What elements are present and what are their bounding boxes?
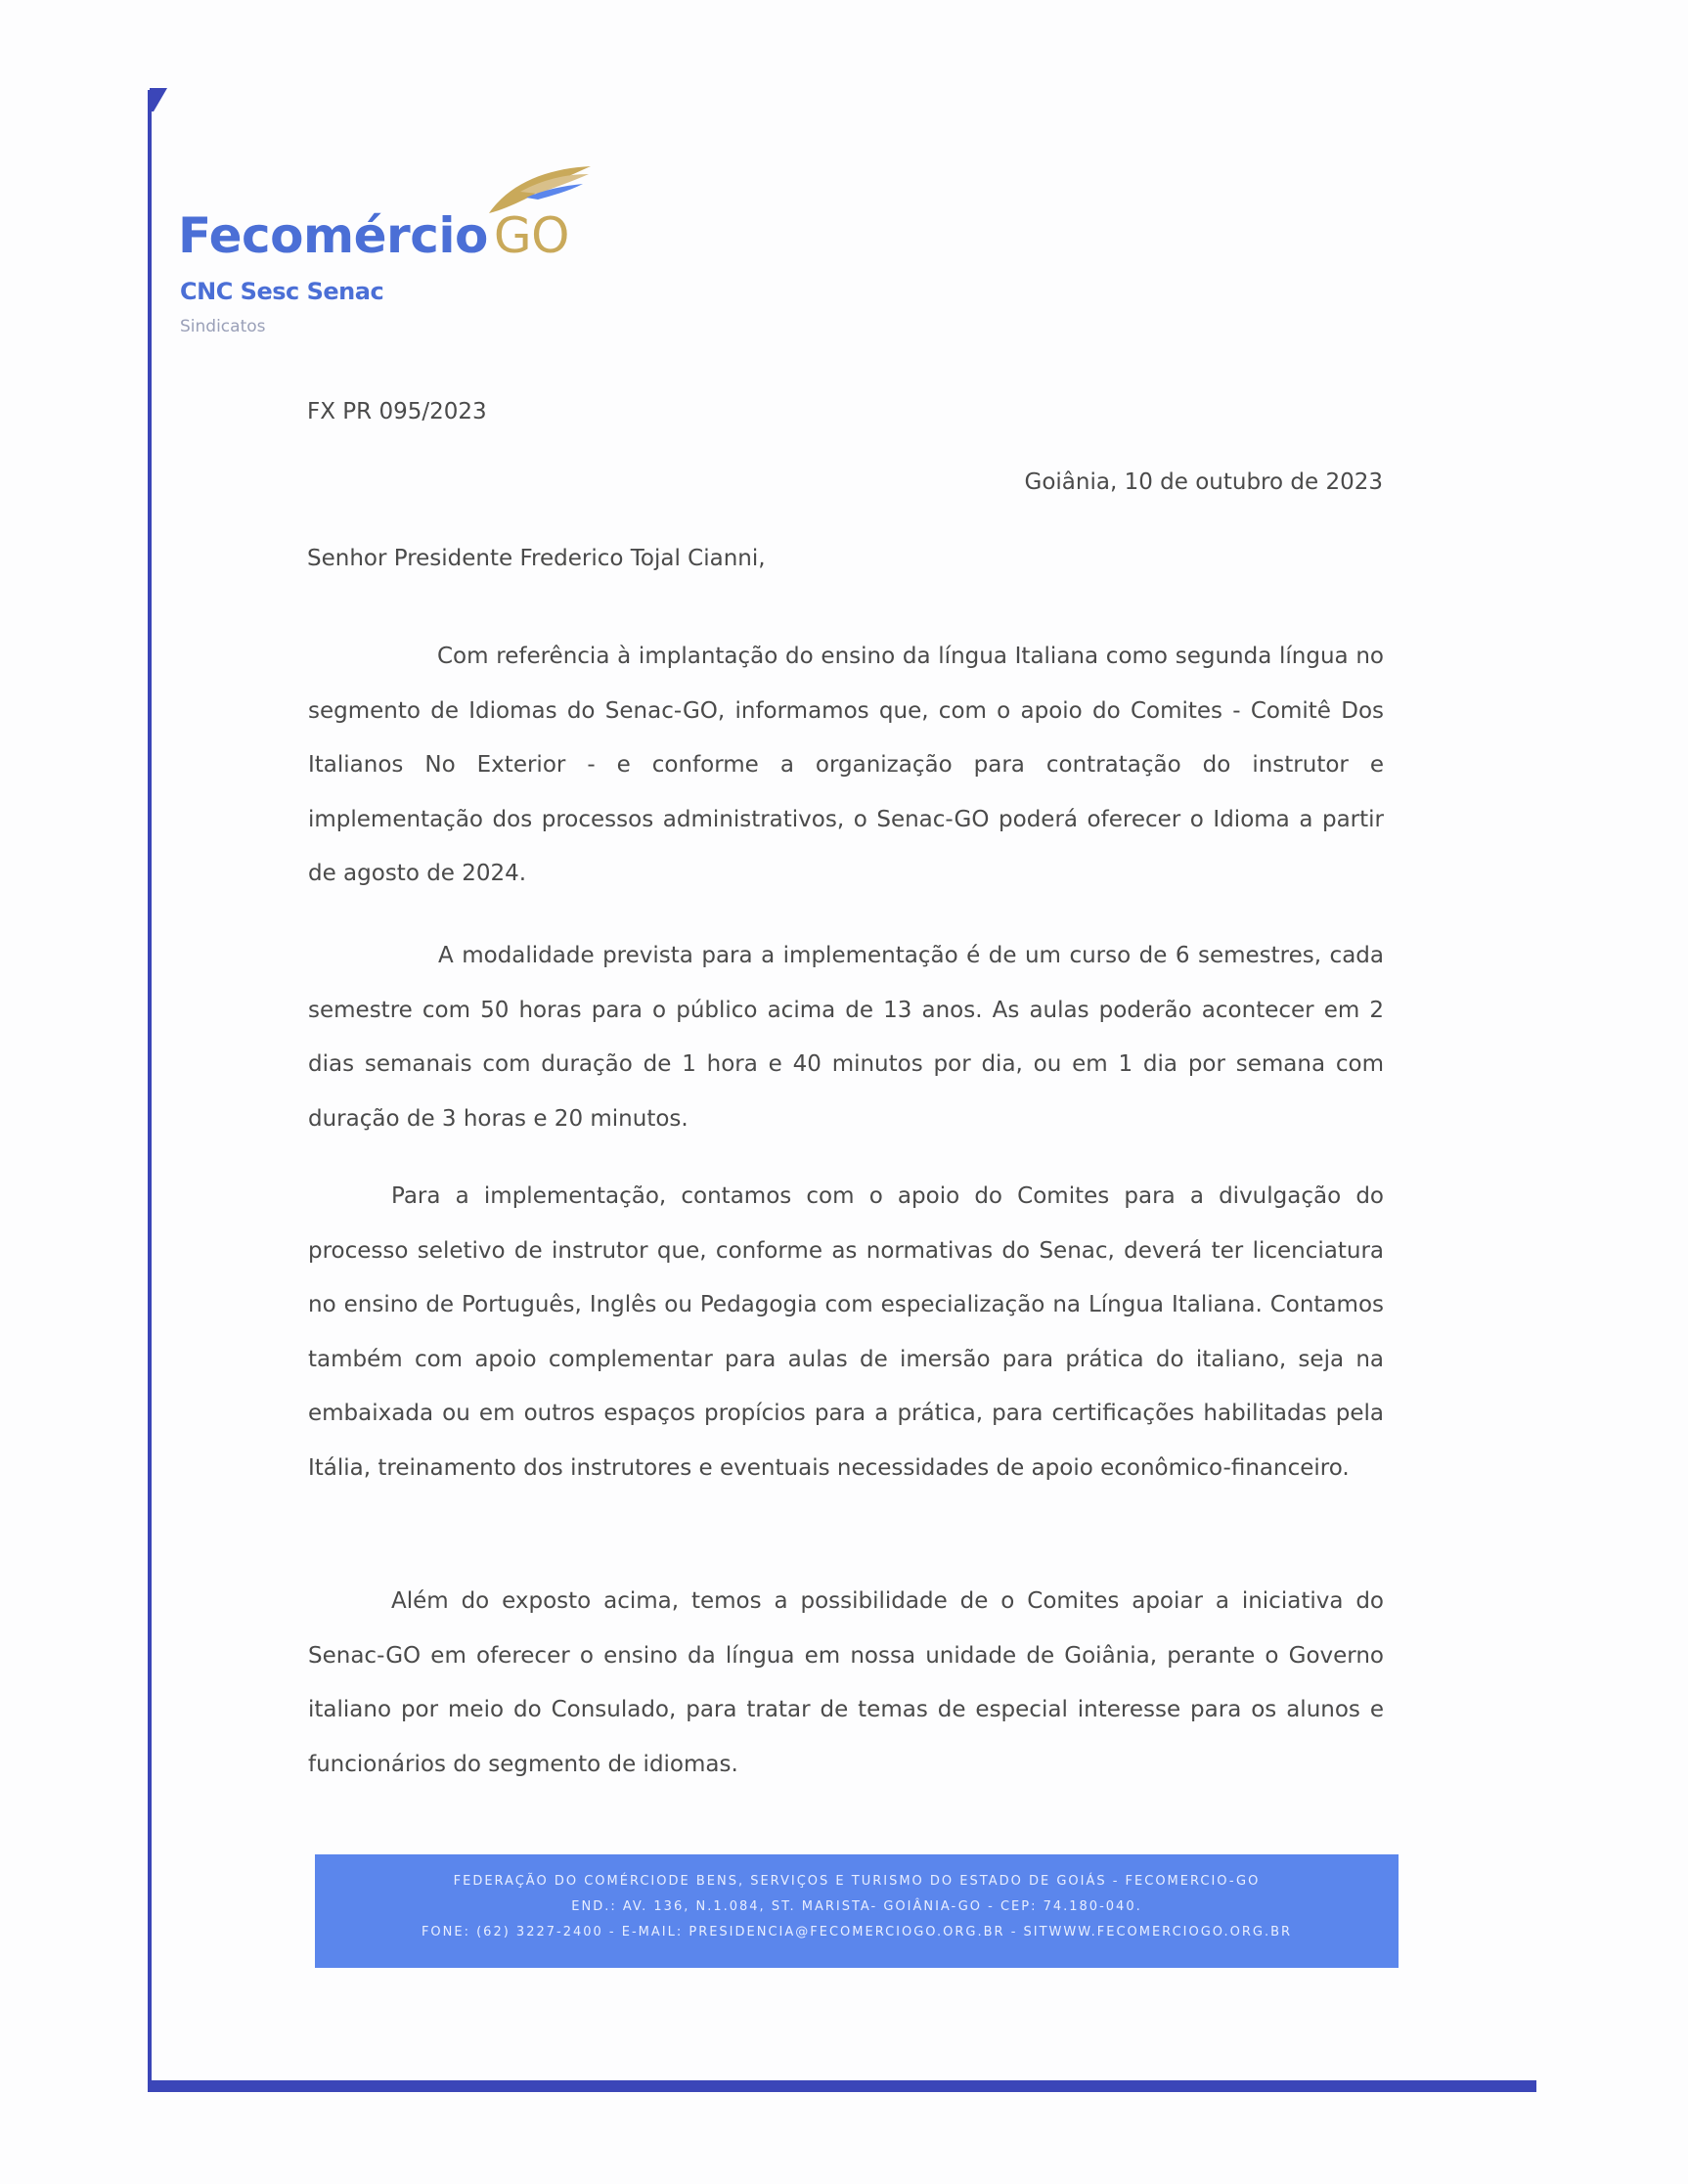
date-line: Goiânia, 10 de outubro de 2023 [1024,469,1383,495]
paragraph-3: Para a implementação, contamos com o apoio do Comites para a divulgação do processo seletivo de instrutor que, conforme as normativas do Senac, deverá ter licenciatura no ensino de Português, Inglês ou Pedagogia com especialização na Língua Italiana. Contamos também com apoio complementar para aulas de imersão para prática do italiano, seja na embaixada ou em outros espaços propícios para a prática, para certificações habilitadas pela Itália, treinamento dos instrutores e eventuais necessidades de apoio econômico-financeiro. [308,1183,1384,1481]
paragraph-2: A modalidade prevista para a implementação é de um curso de 6 semestres, cada semestre com 50 horas para o público acima de 13 anos. As aulas poderão acontecer em 2 dias semanais com duração de 1 hora e 40 minutos por dia, ou em 1 dia por semana com duração de 3 horas e 20 minutos. [308,943,1384,1132]
reference-number: FX PR 095/2023 [307,399,487,424]
footer-band [315,1854,1399,1968]
left-border-rule [148,90,152,2092]
sindicatos-label: Sindicatos [180,317,266,336]
paragraph-4: Além do exposto acima, temos a possibilidade de o Comites apoiar a iniciativa do Senac-GO em oferecer o ensino da língua em nossa unidade de Goiânia, perante o Governo italiano por meio do Consulado, para tratar de temas de especial interesse para os alunos e funcionários do segmento de idiomas. [308,1588,1384,1777]
salutation: Senhor Presidente Frederico Tojal Cianni, [307,546,766,571]
fecomercio-logo [178,162,608,348]
brand-suffix: GO [493,207,569,264]
footer-contact: FONE: (62) 3227-2400 - E-MAIL: PRESIDENCIA@FECOMERCIOGO.ORG.BR - SITWWW.FECOMERCIOGO.ORG.BR [421,1925,1293,1939]
paragraph-1: Com referência à implantação do ensino da língua Italiana como segunda língua no segmento de Idiomas do Senac-GO, informamos que, com o apoio do Comites - Comitê Dos Italianos No Exterior - e conforme a organização para contratação do instrutor e implementação dos processos administrativos, o Senac-GO poderá oferecer o Idioma a partir de agosto de 2024. [308,644,1384,886]
brand-text: Fecomércio [178,207,488,264]
entities-line: CNC Sesc Senac [180,278,384,305]
brand-name [178,207,569,264]
footer-address: END.: AV. 136, N.1.084, ST. MARISTA- GOIÂNIA-GO - CEP: 74.180-040. [571,1899,1142,1914]
bottom-border-rule [148,2080,1536,2092]
footer-organization: FEDERAÇÃO DO COMÉRCIODE BENS, SERVIÇOS E TURISMO DO ESTADO DE GOIÁS - FECOMERCIO-GO [453,1874,1261,1889]
corner-mark-icon [150,88,167,111]
